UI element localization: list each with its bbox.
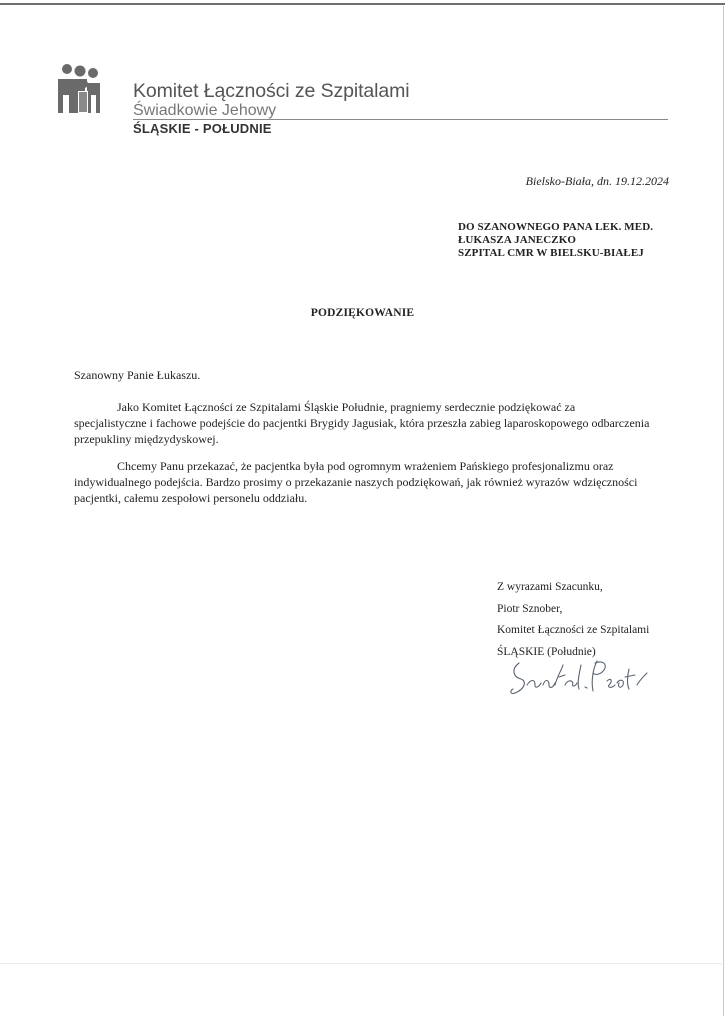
recipient-line: ŁUKASZA JANECZKO xyxy=(458,234,577,246)
scan-edge-bottom xyxy=(0,963,725,964)
closing-line: Z wyrazami Szacunku, xyxy=(497,581,603,593)
recipient-address xyxy=(458,221,653,260)
organization-region: ŚLĄSKIE - POŁUDNIE xyxy=(133,121,272,136)
recipient-line: SZPITAL CMR W BIELSKU-BIAŁEJ xyxy=(458,247,644,259)
closing-block xyxy=(497,577,649,663)
recipient-line: DO SZANOWNEGO PANA LEK. MED. xyxy=(458,221,654,233)
salutation: Szanowny Panie Łukaszu. xyxy=(74,368,201,382)
header-divider xyxy=(133,119,668,120)
family-figures-logo-icon xyxy=(56,63,106,115)
closing-line: Komitet Łączności ze Szpitalami xyxy=(497,624,650,636)
scan-edge-top xyxy=(0,3,725,5)
scan-edge-right xyxy=(723,6,724,1016)
handwritten-signature xyxy=(505,655,665,701)
closing-line: Piotr Sznober, xyxy=(497,602,563,615)
closing-line: ŚLĄSKIE (Południe) xyxy=(497,645,596,658)
organization-subtitle: Świadkowie Jehowy xyxy=(133,102,277,119)
letter-title: PODZIĘKOWANIE xyxy=(310,307,415,319)
place-date: Bielsko-Biała, dn. 19.12.2024 xyxy=(525,174,669,188)
organization-name: Komitet Łączności ze Szpitalami xyxy=(133,80,410,102)
body-paragraph: Chcemy Panu przekazać, że pacjentka była pod ogromnym wrażeniem Pańskiego profesjonalizmu oraz indywidualnego podejścia. Bardzo prosimy o przekazanie naszych podziękowań, jak również wyrazów wdzięczności pacjentki, całemu zespołowi personelu oddziału. xyxy=(74,459,638,505)
body-paragraph: Jako Komitet Łączności ze Szpitalami Śląskie Południe, pragniemy serdecznie podziękować za specjalistyczne i fachowe podejście do pacjentki Brygidy Jagusiak, która przeszła zabieg laparoskopowego odbarczenia przepukliny międzydyskowej. xyxy=(74,400,650,446)
